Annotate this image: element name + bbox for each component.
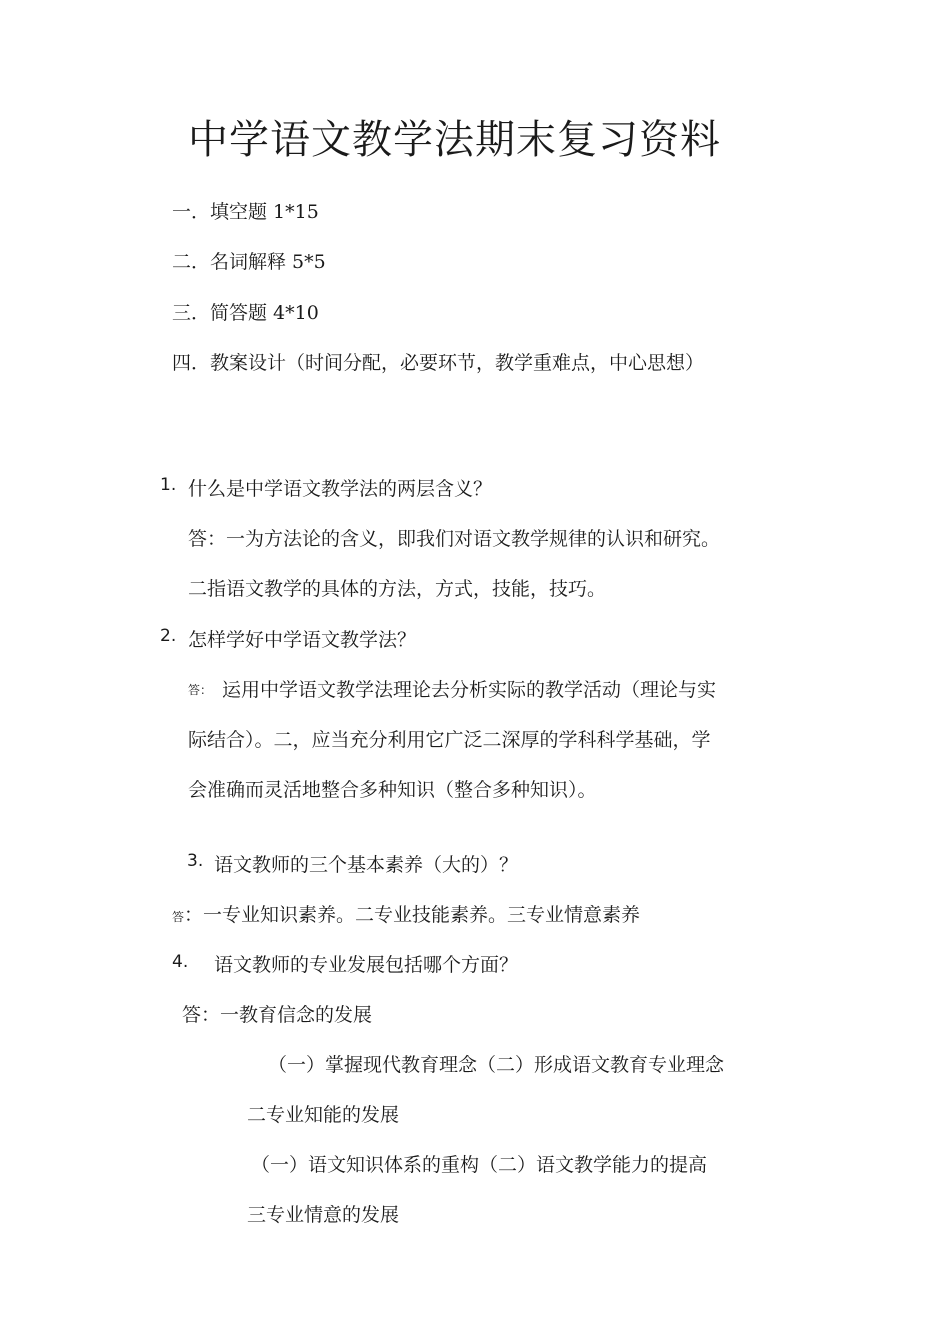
- page-title: 中学语文教学法期末复习资料: [188, 117, 721, 163]
- answer-1-line-1: 答：一为方法论的含义，即我们对语文教学规律的认识和研究。: [188, 528, 721, 550]
- question-1-text: 什么是中学语文教学法的两层含义？: [188, 478, 493, 500]
- answer-2-line-3: 会准确而灵活地整合多种知识（整合多种知识）。: [188, 779, 597, 801]
- outline-item-3: 三．简答题 4*10: [172, 302, 319, 324]
- question-3-text: 语文教师的三个基本素养（大的）？: [214, 854, 519, 876]
- question-4-text: 语文教师的专业发展包括哪个方面？: [214, 954, 519, 976]
- answer-4-line-1: 答：一教育信念的发展: [182, 1004, 373, 1026]
- answer-4-line-4: （一）语文知识体系的重构（二）语文教学能力的提高: [251, 1154, 708, 1176]
- answer-3-prefix: 答: [172, 910, 185, 924]
- answer-4-line-5: 三专业情意的发展: [247, 1204, 400, 1226]
- answer-2-line-1: 运用中学语文教学法理论去分析实际的教学活动（理论与实: [222, 679, 717, 701]
- question-2-number: 2.: [160, 626, 177, 646]
- question-2-text: 怎样学好中学语文教学法？: [188, 629, 417, 651]
- answer-3-line-1: ：一专业知识素养。二专业技能素养。三专业情意素养: [184, 904, 641, 926]
- outline-item-1: 一．填空题 1*15: [172, 201, 319, 223]
- question-1-number: 1.: [160, 475, 177, 495]
- answer-1-line-2: 二指语文教学的具体的方法，方式，技能，技巧。: [188, 578, 607, 600]
- question-4-number: 4.: [172, 952, 189, 972]
- answer-4-line-3: 二专业知能的发展: [247, 1104, 400, 1126]
- outline-item-4: 四．教案设计（时间分配，必要环节，教学重难点，中心思想）: [172, 352, 705, 374]
- answer-2-prefix: 答：: [188, 683, 213, 697]
- answer-4-line-2: （一）掌握现代教育理念（二）形成语文教育专业理念: [268, 1054, 725, 1076]
- answer-2-line-2: 际结合）。二，应当充分利用它广泛二深厚的学科科学基础，学: [188, 729, 711, 751]
- outline-item-2: 二．名词解释 5*5: [172, 251, 326, 273]
- question-3-number: 3.: [187, 851, 204, 871]
